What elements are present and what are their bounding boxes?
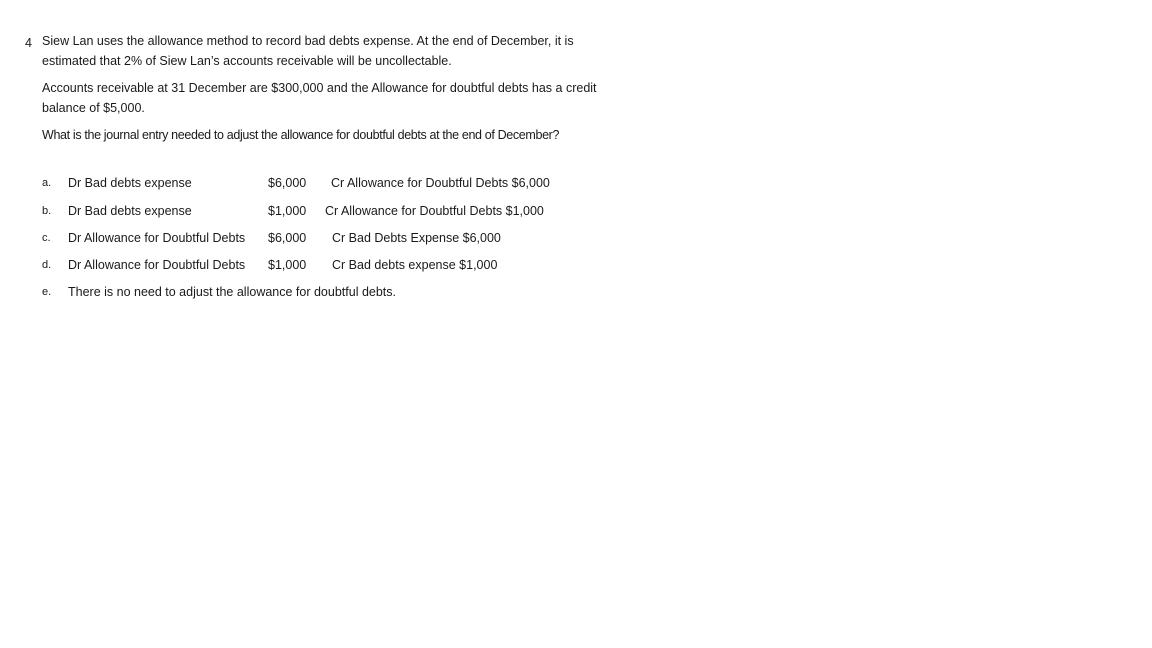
option-letter: e. xyxy=(42,286,52,298)
option-letter: c. xyxy=(42,232,51,244)
option-amount: $6,000 xyxy=(268,176,307,190)
option-letter: d. xyxy=(42,259,52,271)
option-credit: Cr Allowance for Doubtful Debts $6,000 xyxy=(331,176,550,190)
question-prompt: What is the journal entry needed to adjust the allowance for doubtful debts at the end of December? xyxy=(42,128,560,142)
option-debit: Dr Allowance for Doubtful Debts xyxy=(68,231,246,245)
question-number: 4 xyxy=(25,36,32,50)
option-debit: Dr Bad debts expense xyxy=(68,176,192,190)
option-credit: Cr Bad Debts Expense $6,000 xyxy=(332,231,501,245)
option-d[interactable] xyxy=(0,255,1152,275)
option-text: There is no need to adjust the allowance for doubtful debts. xyxy=(68,285,396,299)
option-e[interactable] xyxy=(0,282,1152,302)
question-paragraph-2: Accounts receivable at 31 December are $300,000 and the Allowance for doubtful debts has a credit balance of $5,000. xyxy=(42,81,597,115)
option-amount: $1,000 xyxy=(268,204,307,218)
option-c[interactable] xyxy=(0,228,1152,248)
option-letter: a. xyxy=(42,177,52,189)
option-credit: Cr Bad debts expense $1,000 xyxy=(332,258,498,272)
option-credit: Cr Allowance for Doubtful Debts $1,000 xyxy=(325,204,544,218)
option-amount: $6,000 xyxy=(268,231,307,245)
option-b[interactable] xyxy=(0,201,1152,221)
option-amount: $1,000 xyxy=(268,258,307,272)
option-debit: Dr Allowance for Doubtful Debts xyxy=(68,258,246,272)
option-a[interactable] xyxy=(0,173,1152,193)
question-paragraph-1: Siew Lan uses the allowance method to record bad debts expense. At the end of December, it is estimated that 2% of Siew Lan’s accounts receivable will be uncollectable. xyxy=(42,34,574,68)
option-letter: b. xyxy=(42,205,52,217)
option-debit: Dr Bad debts expense xyxy=(68,204,192,218)
